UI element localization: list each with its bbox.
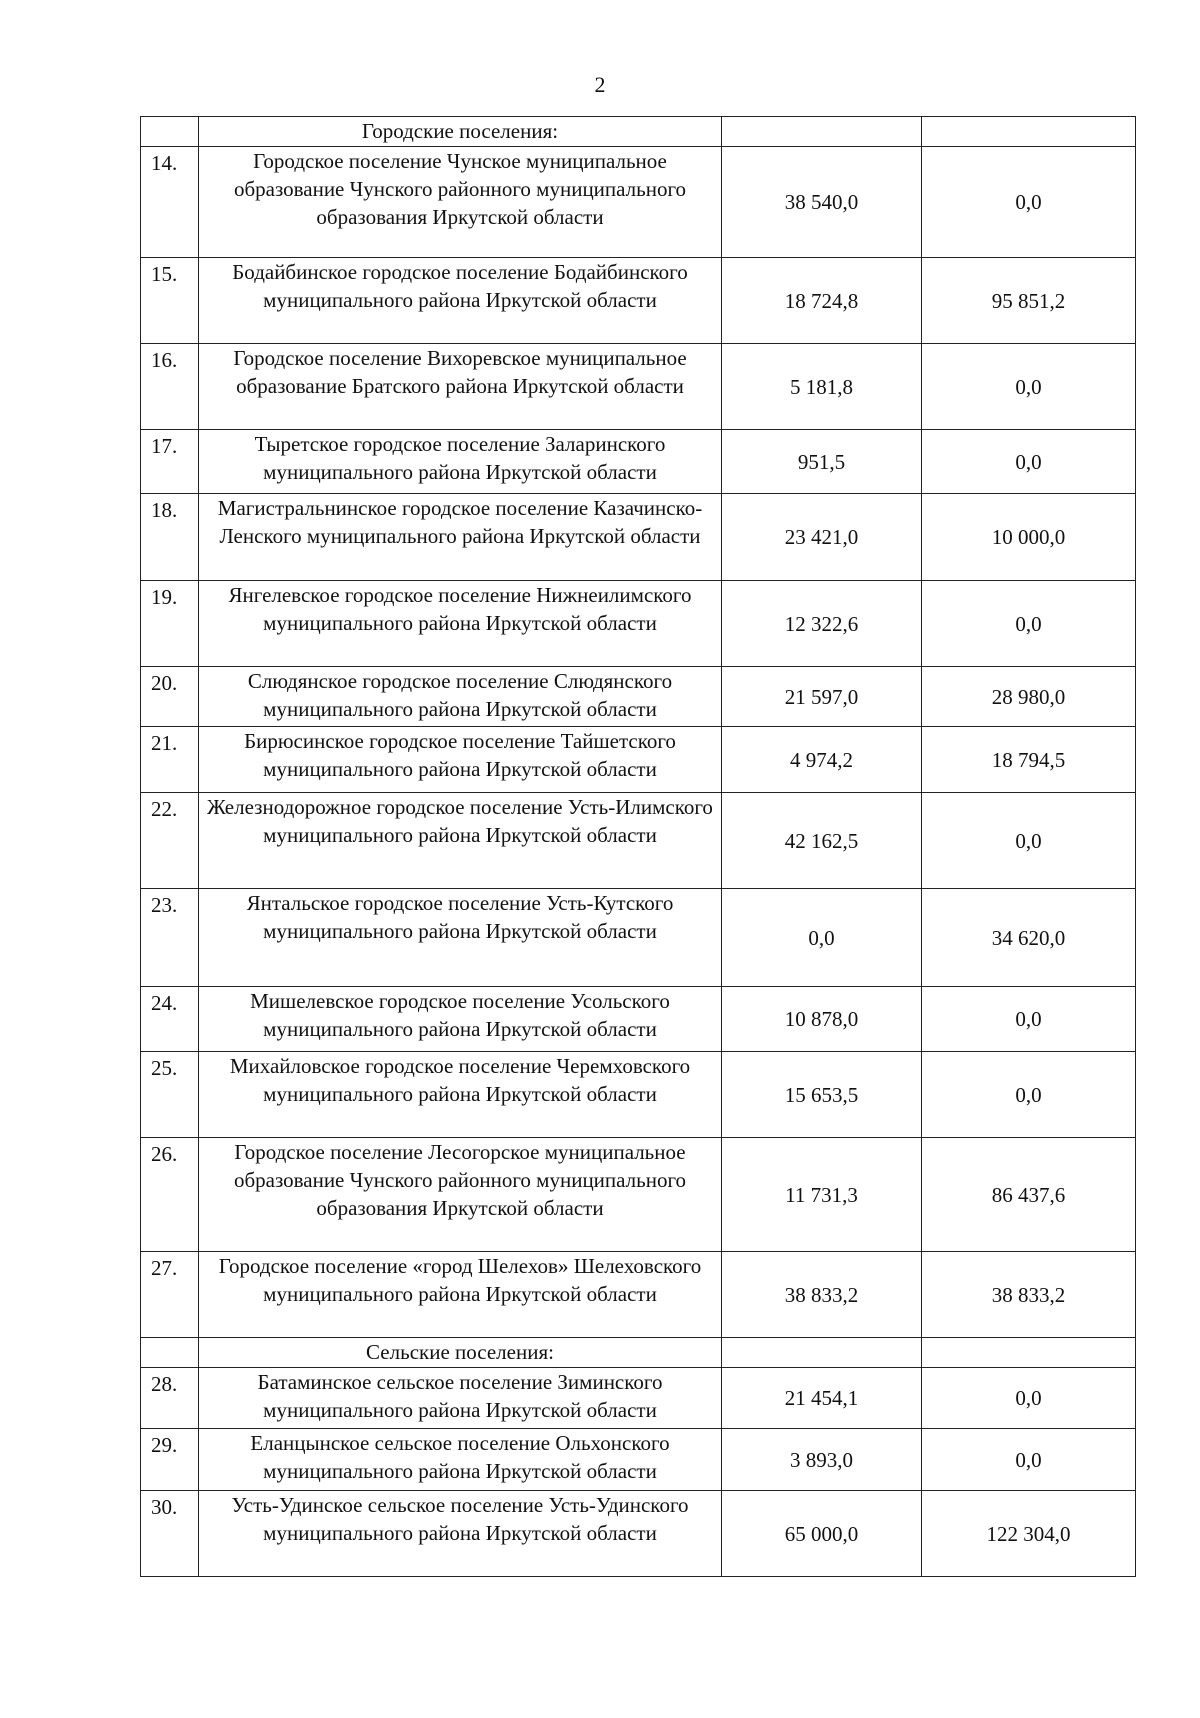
settlement-name: Городское поселение Чунское муниципальное образование Чунского районного муниципального образования Иркутской области bbox=[199, 147, 722, 258]
table-row bbox=[141, 581, 1136, 667]
settlement-name: Михайловское городское поселение Черемховского муниципального района Иркутской области bbox=[199, 1052, 722, 1138]
value-col-1: 23 421,0 bbox=[722, 494, 922, 581]
table-row bbox=[141, 430, 1136, 494]
value-col-1: 4 974,2 bbox=[722, 727, 922, 793]
row-number: 17. bbox=[141, 430, 199, 494]
value-col-1: 3 893,0 bbox=[722, 1429, 922, 1491]
value-col-1: 38 833,2 bbox=[722, 1252, 922, 1338]
table-row bbox=[141, 889, 1136, 987]
row-number: 26. bbox=[141, 1138, 199, 1252]
value-col-1: 10 878,0 bbox=[722, 987, 922, 1052]
settlement-name: Тыретское городское поселение Заларинского муниципального района Иркутской области bbox=[199, 430, 722, 494]
value-col-2: 0,0 bbox=[922, 793, 1136, 889]
value-col-1: 5 181,8 bbox=[722, 344, 922, 430]
settlement-name: Усть-Удинское сельское поселение Усть-Удинского муниципального района Иркутской области bbox=[199, 1491, 722, 1577]
row-number: 22. bbox=[141, 793, 199, 889]
value-col-2: 122 304,0 bbox=[922, 1491, 1136, 1577]
row-number: 24. bbox=[141, 987, 199, 1052]
value-col-2: 18 794,5 bbox=[922, 727, 1136, 793]
value-col-1: 21 597,0 bbox=[722, 667, 922, 727]
settlement-name: Городское поселение «город Шелехов» Шелеховского муниципального района Иркутской области bbox=[199, 1252, 722, 1338]
settlement-name: Городское поселение Лесогорское муниципальное образование Чунского районного муниципального образования Иркутской области bbox=[199, 1138, 722, 1252]
value-col-1: 42 162,5 bbox=[722, 793, 922, 889]
value-col-2: 34 620,0 bbox=[922, 889, 1136, 987]
row-number: 16. bbox=[141, 344, 199, 430]
value-col-2: 0,0 bbox=[922, 344, 1136, 430]
section-row-urban bbox=[141, 117, 1136, 147]
settlement-name: Мишелевское городское поселение Усольского муниципального района Иркутской области bbox=[199, 987, 722, 1052]
value-col-1: 18 724,8 bbox=[722, 258, 922, 344]
settlement-name: Еланцынское сельское поселение Ольхонского муниципального района Иркутской области bbox=[199, 1429, 722, 1491]
table-row bbox=[141, 1491, 1136, 1577]
row-number: 23. bbox=[141, 889, 199, 987]
settlement-name: Городское поселение Вихоревское муниципальное образование Братского района Иркутской области bbox=[199, 344, 722, 430]
page-number: 2 bbox=[594, 72, 606, 97]
row-number: 19. bbox=[141, 581, 199, 667]
value-col-2: 86 437,6 bbox=[922, 1138, 1136, 1252]
allocation-table bbox=[140, 116, 1136, 1577]
row-number: 15. bbox=[141, 258, 199, 344]
settlement-name: Бодайбинское городское поселение Бодайбинского муниципального района Иркутской области bbox=[199, 258, 722, 344]
row-number: 27. bbox=[141, 1252, 199, 1338]
table-row bbox=[141, 147, 1136, 258]
settlement-name: Бирюсинское городское поселение Тайшетского муниципального района Иркутской области bbox=[199, 727, 722, 793]
value-col-2: 0,0 bbox=[922, 1368, 1136, 1429]
row-number: 28. bbox=[141, 1368, 199, 1429]
value-col-2: 10 000,0 bbox=[922, 494, 1136, 581]
value-col-1: 38 540,0 bbox=[722, 147, 922, 258]
row-number: 25. bbox=[141, 1052, 199, 1138]
value-col-1: 0,0 bbox=[722, 889, 922, 987]
table-row bbox=[141, 258, 1136, 344]
row-number: 29. bbox=[141, 1429, 199, 1491]
settlement-name: Магистральнинское городское поселение Казачинско-Ленского муниципального района Иркутской области bbox=[199, 494, 722, 581]
table-row bbox=[141, 793, 1136, 889]
settlement-name: Янгелевское городское поселение Нижнеилимского муниципального района Иркутской области bbox=[199, 581, 722, 667]
table-row bbox=[141, 727, 1136, 793]
value-col-1: 21 454,1 bbox=[722, 1368, 922, 1429]
settlement-name: Батаминское сельское поселение Зиминского муниципального района Иркутской области bbox=[199, 1368, 722, 1429]
value-col-2: 0,0 bbox=[922, 987, 1136, 1052]
section-row-rural bbox=[141, 1338, 1136, 1368]
section-label-urban: Городские поселения: bbox=[199, 117, 722, 147]
settlement-name: Железнодорожное городское поселение Усть-Илимского муниципального района Иркутской области bbox=[199, 793, 722, 889]
table-row bbox=[141, 667, 1136, 727]
value-col-1: 15 653,5 bbox=[722, 1052, 922, 1138]
table-row bbox=[141, 1429, 1136, 1491]
value-col-2: 0,0 bbox=[922, 147, 1136, 258]
table-row bbox=[141, 1138, 1136, 1252]
row-number: 14. bbox=[141, 147, 199, 258]
value-col-2: 0,0 bbox=[922, 1052, 1136, 1138]
value-col-1: 12 322,6 bbox=[722, 581, 922, 667]
table-row bbox=[141, 494, 1136, 581]
table-row bbox=[141, 1368, 1136, 1429]
section-label-rural: Сельские поселения: bbox=[199, 1338, 722, 1368]
table-row bbox=[141, 344, 1136, 430]
row-number: 30. bbox=[141, 1491, 199, 1577]
value-col-2: 0,0 bbox=[922, 1429, 1136, 1491]
settlement-name: Янтальское городское поселение Усть-Кутского муниципального района Иркутской области bbox=[199, 889, 722, 987]
row-number: 18. bbox=[141, 494, 199, 581]
value-col-1: 11 731,3 bbox=[722, 1138, 922, 1252]
table-row bbox=[141, 987, 1136, 1052]
value-col-2: 0,0 bbox=[922, 430, 1136, 494]
table-row bbox=[141, 1252, 1136, 1338]
value-col-2: 28 980,0 bbox=[922, 667, 1136, 727]
row-number: 21. bbox=[141, 727, 199, 793]
table-row bbox=[141, 1052, 1136, 1138]
settlement-name: Слюдянское городское поселение Слюдянского муниципального района Иркутской области bbox=[199, 667, 722, 727]
value-col-2: 38 833,2 bbox=[922, 1252, 1136, 1338]
value-col-2: 0,0 bbox=[922, 581, 1136, 667]
row-number: 20. bbox=[141, 667, 199, 727]
value-col-1: 951,5 bbox=[722, 430, 922, 494]
value-col-2: 95 851,2 bbox=[922, 258, 1136, 344]
value-col-1: 65 000,0 bbox=[722, 1491, 922, 1577]
